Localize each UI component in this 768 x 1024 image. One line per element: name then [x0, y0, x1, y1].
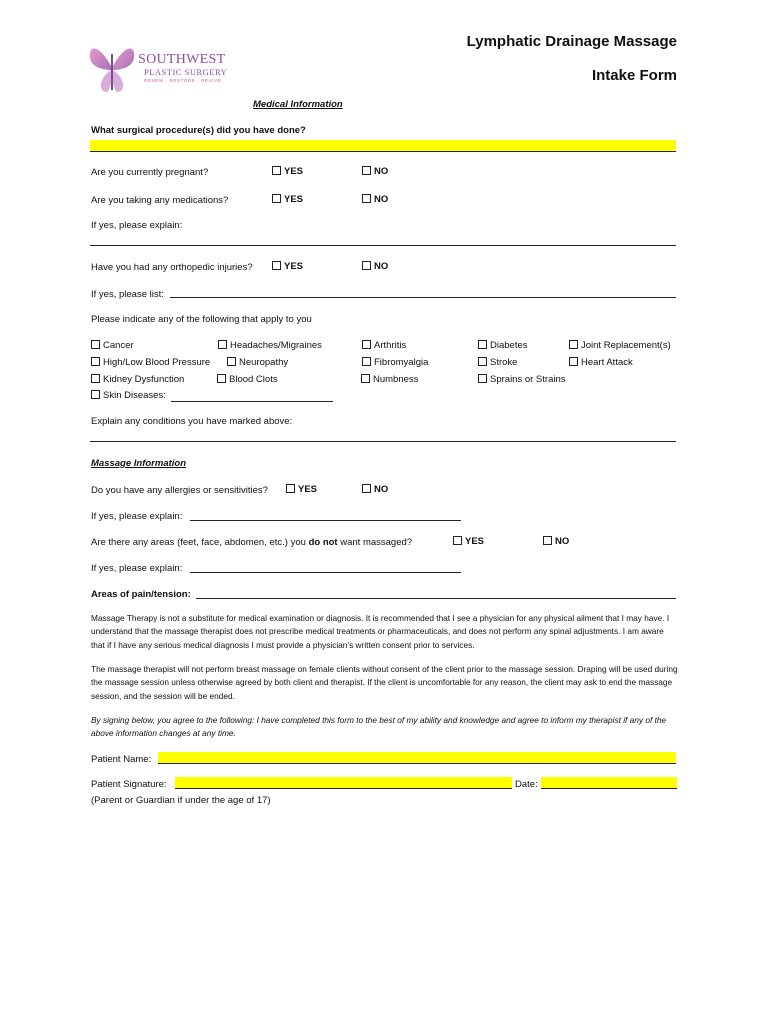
- allergies-explain-line[interactable]: [190, 520, 461, 521]
- areas-pain-label: Areas of pain/tension:: [91, 589, 191, 600]
- condition-fibromyalgia[interactable]: Fibromyalgia: [362, 357, 428, 368]
- areas-explain-line[interactable]: [190, 572, 461, 573]
- patient-name-field[interactable]: [158, 752, 676, 763]
- checkbox[interactable]: [91, 390, 100, 399]
- checkbox[interactable]: [362, 357, 371, 366]
- condition-numbness[interactable]: Numbness: [361, 374, 418, 385]
- date-line: [541, 788, 677, 789]
- ortho-no-option[interactable]: NO: [362, 261, 388, 272]
- medications-explain-line[interactable]: [90, 245, 676, 246]
- surgical-answer-field[interactable]: [90, 140, 676, 151]
- medications-no-option[interactable]: NO: [362, 194, 388, 205]
- question-areas: Are there any areas (feet, face, abdomen, etc.) you do not want massaged?: [91, 537, 413, 548]
- allergies-explain-label: If yes, please explain:: [91, 511, 183, 522]
- signing-agreement: By signing below, you agree to the following: I have completed this form to the best of my ability and knowledge and agree to inform my therapist if any of the above information changes at any time.: [91, 715, 667, 739]
- areas-yes-option[interactable]: YES: [453, 536, 484, 547]
- explain-conditions-label: Explain any conditions you have marked above:: [91, 416, 293, 427]
- checkbox[interactable]: [272, 194, 281, 203]
- date-label: Date:: [515, 779, 538, 790]
- checkbox[interactable]: [362, 194, 371, 203]
- condition-arthritis[interactable]: Arthritis: [362, 340, 406, 351]
- checkbox[interactable]: [569, 357, 578, 366]
- question-surgical: What surgical procedure(s) did you have done?: [91, 125, 306, 136]
- guardian-note: (Parent or Guardian if under the age of 17): [91, 795, 271, 806]
- logo: [86, 40, 236, 96]
- condition-heart-attack[interactable]: Heart Attack: [569, 357, 633, 368]
- question-pregnant: Are you currently pregnant?: [91, 167, 209, 178]
- checkbox[interactable]: [453, 536, 462, 545]
- checkbox[interactable]: [478, 357, 487, 366]
- ortho-list-line[interactable]: [170, 297, 676, 298]
- checkbox[interactable]: [272, 261, 281, 270]
- section-massage-heading: Massage Information: [91, 458, 187, 469]
- butterfly-logo-icon: [86, 40, 138, 96]
- condition-skin-diseases[interactable]: Skin Diseases:: [91, 390, 166, 401]
- condition-stroke[interactable]: Stroke: [478, 357, 517, 368]
- question-allergies: Do you have any allergies or sensitivities?: [91, 485, 268, 496]
- medications-yes-option[interactable]: YES: [272, 194, 303, 205]
- disclaimer-paragraph: Massage Therapy is not a substitute for medical examination or diagnosis. It is recommended that I see a physician for any physical ailment that I may have. I understand that the massage therapist does not prescribe medical treatments or pharmaceuticals, and does not perform any spinal adjustments. I am aware that if I have any serious medical diagnosis I must provide a physician’s written consent prior to services.: [91, 613, 670, 650]
- condition-neuropathy[interactable]: Neuropathy: [227, 357, 288, 368]
- patient-signature-field[interactable]: [175, 777, 512, 788]
- surgical-answer-line: [90, 151, 676, 152]
- draping-paragraph: The massage therapist will not perform breast massage on female clients without consent of the client prior to the massage session. Draping will be used during the massage session unless otherwise agreed by both client and therapist. If the client is uncomfortable for any reason, the client may ask to end the massage session, and the session will be ended.: [91, 664, 678, 701]
- condition-blood-pressure[interactable]: High/Low Blood Pressure: [91, 357, 210, 368]
- checkbox[interactable]: [478, 374, 487, 383]
- patient-name-line: [158, 763, 676, 764]
- checkbox[interactable]: [286, 484, 295, 493]
- condition-sprains[interactable]: Sprains or Strains: [478, 374, 566, 385]
- form-subtitle: Intake Form: [591, 67, 677, 84]
- checkbox[interactable]: [91, 374, 100, 383]
- conditions-instruction: Please indicate any of the following that apply to you: [91, 314, 312, 325]
- condition-joint-replacement[interactable]: Joint Replacement(s): [569, 340, 671, 351]
- logo-brand-mid: PLASTIC SURGERY: [144, 67, 228, 77]
- condition-blood-clots[interactable]: Blood Clots: [217, 374, 278, 385]
- checkbox[interactable]: [361, 374, 370, 383]
- checkbox[interactable]: [543, 536, 552, 545]
- allergies-no-option[interactable]: NO: [362, 484, 388, 495]
- areas-pain-line[interactable]: [196, 598, 676, 599]
- checkbox[interactable]: [362, 166, 371, 175]
- medications-explain-label: If yes, please explain:: [91, 220, 183, 231]
- pregnant-no-option[interactable]: NO: [362, 166, 388, 177]
- checkbox[interactable]: [362, 484, 371, 493]
- areas-no-option[interactable]: NO: [543, 536, 569, 547]
- checkbox[interactable]: [91, 340, 100, 349]
- logo-tagline: RENEW · RESTORE · REVIVE: [144, 78, 222, 83]
- condition-kidney[interactable]: Kidney Dysfunction: [91, 374, 184, 385]
- ortho-yes-option[interactable]: YES: [272, 261, 303, 272]
- skin-diseases-line[interactable]: [171, 401, 333, 402]
- checkbox[interactable]: [362, 261, 371, 270]
- explain-conditions-line[interactable]: [90, 441, 676, 442]
- patient-signature-label: Patient Signature:: [91, 779, 167, 790]
- checkbox[interactable]: [569, 340, 578, 349]
- checkbox[interactable]: [218, 340, 227, 349]
- form-title: Lymphatic Drainage Massage: [466, 33, 677, 50]
- condition-headaches[interactable]: Headaches/Migraines: [218, 340, 322, 351]
- section-medical-heading: Medical Information: [253, 99, 343, 110]
- checkbox[interactable]: [272, 166, 281, 175]
- patient-name-label: Patient Name:: [91, 754, 152, 765]
- date-field[interactable]: [541, 777, 677, 788]
- condition-diabetes[interactable]: Diabetes: [478, 340, 528, 351]
- checkbox[interactable]: [227, 357, 236, 366]
- condition-cancer[interactable]: Cancer: [91, 340, 134, 351]
- checkbox[interactable]: [478, 340, 487, 349]
- checkbox[interactable]: [362, 340, 371, 349]
- checkbox[interactable]: [91, 357, 100, 366]
- logo-brand-top: SOUTHWEST: [138, 52, 226, 67]
- question-orthopedic: Have you had any orthopedic injuries?: [91, 262, 253, 273]
- ortho-list-label: If yes, please list:: [91, 289, 164, 300]
- allergies-yes-option[interactable]: YES: [286, 484, 317, 495]
- patient-signature-line: [175, 788, 512, 789]
- pregnant-yes-option[interactable]: YES: [272, 166, 303, 177]
- checkbox[interactable]: [217, 374, 226, 383]
- question-medications: Are you taking any medications?: [91, 195, 229, 206]
- areas-explain-label: If yes, please explain:: [91, 563, 183, 574]
